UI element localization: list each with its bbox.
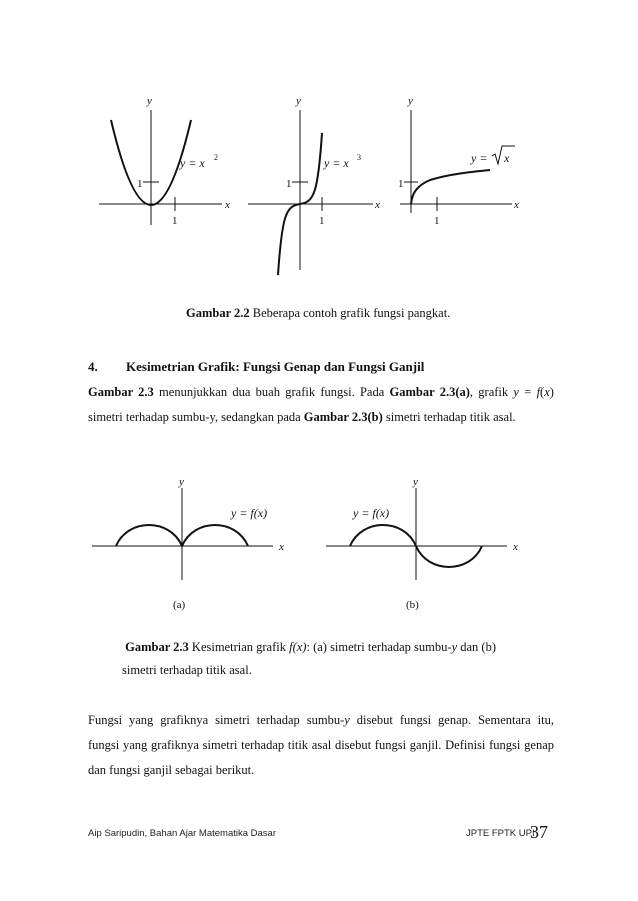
tick-x-label: 1 — [434, 215, 440, 227]
figure-2-3 — [0, 460, 638, 620]
paragraph-2 — [88, 708, 554, 783]
y-label: y — [408, 95, 413, 107]
caption-text: Beberapa contoh grafik fungsi pangkat. — [249, 306, 451, 320]
radicand: x — [504, 151, 510, 165]
section-title: Kesimetrian Grafik: Fungsi Genap dan Fungsi Ganjil — [126, 359, 425, 374]
y-label: y — [147, 95, 152, 107]
graph-x-squared — [99, 95, 230, 227]
curve-sqrt — [411, 170, 490, 204]
ref-figure-2-3a: Gambar 2.3(a) — [389, 385, 470, 399]
text: simetri terhadap titik asal. — [382, 410, 516, 424]
figure-2-2 — [0, 0, 638, 300]
x-label: x — [375, 199, 380, 211]
caption-label: Gambar 2.3 — [125, 640, 189, 654]
equation: y = f(x) — [231, 506, 268, 520]
footer-author: Aip Saripudin, Bahan Ajar Matematika Dasar — [88, 828, 276, 839]
text: = — [518, 385, 537, 399]
paragraph-2-line-3: dan fungsi ganjil sebagai berikut. — [88, 763, 255, 777]
equation: y = x — [180, 156, 205, 170]
equation-exponent: 2 — [214, 153, 218, 162]
var-x: x — [544, 385, 550, 399]
var-y: y — [451, 640, 458, 654]
tick-y-label: 1 — [398, 178, 404, 190]
figure-2-3-caption — [122, 636, 542, 682]
page-number: 37 — [530, 822, 548, 842]
footer-institution: JPTE FPTK UPI — [466, 828, 535, 839]
equation: y = x — [324, 156, 349, 170]
x-label: x — [279, 541, 284, 553]
tick-y-label: 1 — [137, 178, 143, 190]
text: disebut fungsi genap. Sementara itu, — [349, 713, 555, 727]
tick-x-label: 1 — [319, 215, 325, 227]
text: , grafik — [469, 385, 514, 399]
text: ( — [540, 385, 545, 399]
equation: y = f(x) — [353, 506, 390, 520]
x-label: x — [514, 199, 519, 211]
text: : (a) simetri terhadap sumbu- — [306, 640, 452, 654]
x-label: x — [225, 199, 230, 211]
var-y: y — [513, 385, 519, 399]
var-y: y — [344, 713, 350, 727]
sublabel-a: (a) — [173, 599, 186, 611]
section-number: 4. — [88, 359, 98, 374]
var-f: f — [289, 640, 293, 654]
paragraph-2-line-1 — [88, 708, 554, 733]
graph-even-function — [92, 476, 284, 611]
caption-label: Gambar 2.2 — [186, 306, 250, 320]
caption-line-2: simetri terhadap titik asal. — [122, 663, 252, 677]
text: simetri terhadap sumbu-y, sedangkan pada — [88, 410, 304, 424]
y-label: y — [179, 476, 184, 488]
figure-2-2-caption — [186, 306, 450, 321]
equation: y = — [471, 151, 488, 165]
paragraph-1-line-2 — [88, 405, 554, 430]
text: Kesimetrian grafik — [188, 640, 290, 654]
graph-x-cubed — [248, 95, 380, 275]
paragraph-1-line-1 — [88, 380, 554, 405]
y-label: y — [413, 476, 418, 488]
tick-x-label: 1 — [172, 215, 178, 227]
y-label: y — [296, 95, 301, 107]
ref-figure-2-3b: Gambar 2.3(b) — [303, 410, 383, 424]
text: Fungsi yang grafiknya simetri terhadap sumbu- — [88, 713, 345, 727]
paragraph-2-line-2: fungsi yang grafiknya simetri terhadap titik asal disebut fungsi ganjil. Definisi fungsi genap — [88, 738, 554, 752]
graph-odd-function — [326, 476, 518, 611]
text: ) — [549, 385, 554, 399]
equation-exponent: 3 — [357, 153, 361, 162]
ref-figure-2-3: Gambar 2.3 — [88, 385, 154, 399]
tick-y-label: 1 — [286, 178, 292, 190]
caption-line-1 — [122, 636, 542, 659]
text: menunjukkan dua buah grafik fungsi. Pada — [153, 385, 390, 399]
var-f: f — [536, 385, 541, 399]
var-x: (x) — [292, 640, 307, 654]
paragraph-1 — [88, 380, 554, 430]
x-label: x — [513, 541, 518, 553]
graph-sqrt — [398, 95, 519, 227]
text: dan (b) — [457, 640, 496, 654]
sublabel-b: (b) — [406, 599, 419, 611]
